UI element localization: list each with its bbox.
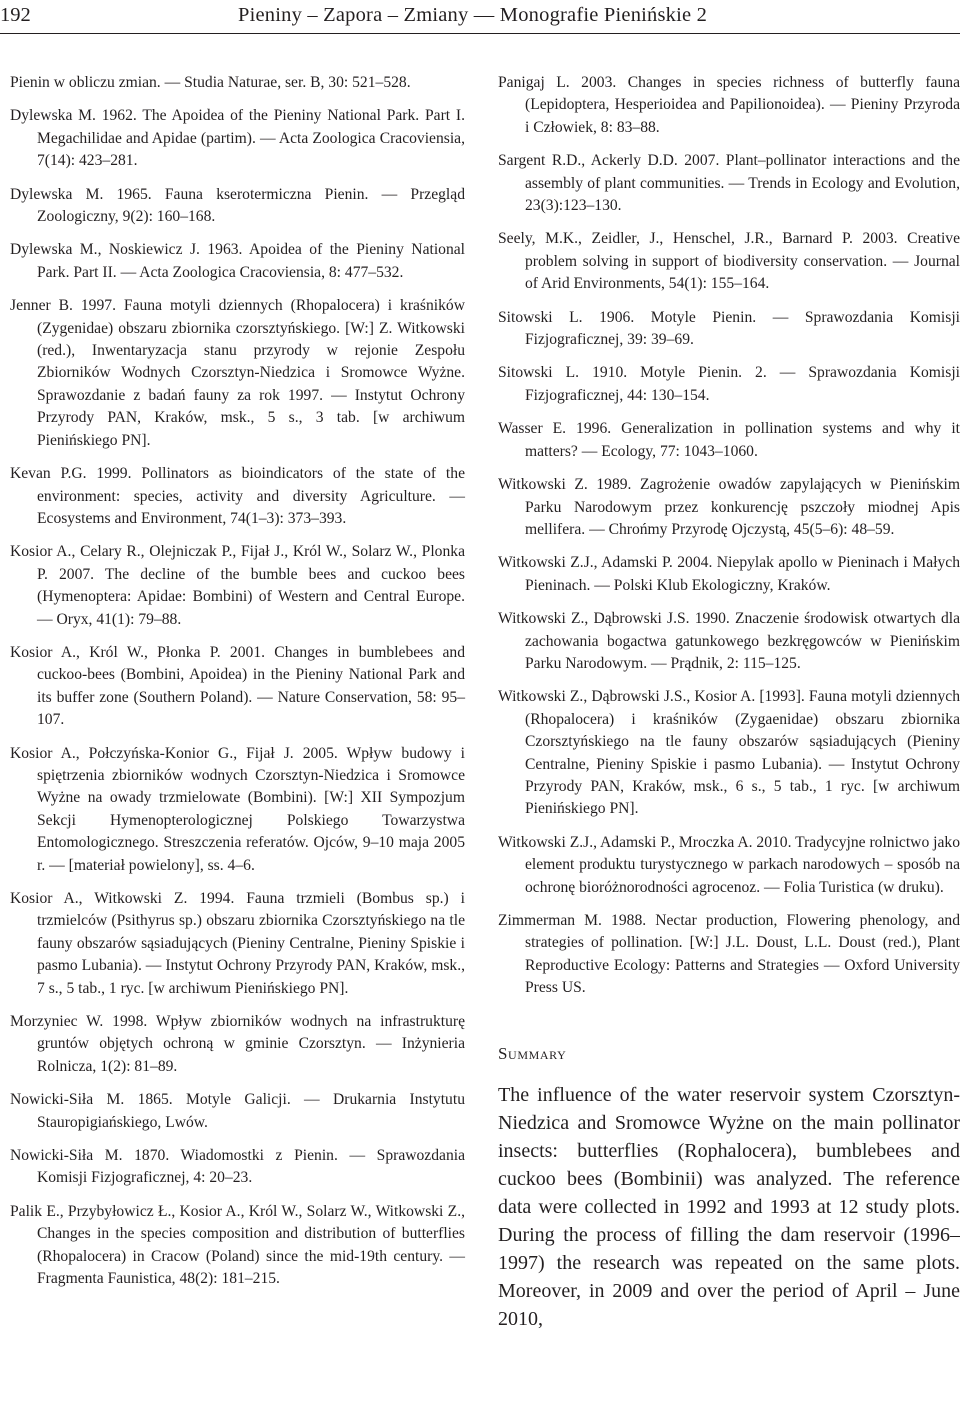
- reference-entry: Palik E., Przybyłowicz Ł., Kosior A., Król W., Solarz W., Witkowski Z., Changes in the species composition and distribution of butterflies (Rhopalocera) in Cracow (Poland) since the mid-19th century. — Fragmenta Faunistica, 48(2): 181–215.: [10, 1202, 465, 1288]
- summary-heading: Summary: [498, 1043, 567, 1063]
- reference-entry: Witkowski Z., Dąbrowski J.S., Kosior A. [1993]. Fauna motyli dziennych (Rhopalocera) i kraśników (Zygaenidae) obszaru zbiornika Czorsztyńskiego na tle fauny obszarów sąsiadujących (Pieniny Centralne, Pieniny Spiskie i pasmo Lubania). — Instytut Ochrony Przyrody PAN, Kraków, msk., 6 s., 5 tab., 1 ryc. [w archiwum Pienińskiego PN].: [498, 688, 960, 818]
- summary-paragraph: The influence of the water reservoir system Czorsztyn-Niedzica and Sromowce Wyżne on the main pollinator insects: butterflies (Rophalocera), bumblebees and cuckoo bees (Bombinii) was analyzed. The reference data were collected in 1992 and 1993 at 12 study plots. During the process of filling the dam reservoir (1996–1997) the research was repeated on the same plots. Moreover, in 2009 and over the period of April – June 2010,: [498, 1083, 960, 1330]
- reference-entry: Dylewska M. 1965. Fauna kserotermiczna Pienin. — Przegląd Zoologiczny, 9(2): 160–168.: [10, 185, 465, 226]
- header-rule: [0, 33, 960, 34]
- left-column: [10, 72, 465, 1302]
- reference-entry: Sargent R.D., Ackerly D.D. 2007. Plant–pollinator interactions and the assembly of plant communities. — Trends in Ecology and Evolution, 23(3):123–130.: [498, 152, 960, 215]
- reference-entry: Witkowski Z. 1989. Zagrożenie owadów zapylających w Pienińskim Parku Narodowym przez konkurencję pszczoły miodnej Apis mellifera. — Chrońmy Przyrodę Ojczystą, 45(5–6): 48–59.: [498, 476, 960, 538]
- reference-entry: Dylewska M., Noskiewicz J. 1963. Apoidea of the Pieniny National Park. Part II. — Acta Zoologica Cracoviensia, 8: 477–532.: [10, 241, 465, 281]
- reference-entry: Jenner B. 1997. Fauna motyli dziennych (Rhopalocera) i kraśników (Zygenidae) obszaru zbiornika czorsztyńskiego. [W:] Z. Witkowski (red.), Inwentaryzacja stanu przyrody w rejonie Zespołu Zbiorników Wodnych Czorsztyn-Niedzica i Sromowce Wyżne. Sprawozdanie z badań fauny za rok 1997. — Instytut Ochrony Przyrody PAN, Kraków, msk., 5 s., 3 tab. [w archiwum Pienińskiego PN].: [10, 297, 465, 449]
- reference-entry: Panigaj L. 2003. Changes in species richness of butterfly fauna (Lepidoptera, Hesperioidea and Papilionoidea). — Pieniny Przyroda i Człowiek, 8: 83–88.: [498, 74, 960, 136]
- reference-entry: Dylewska M. 1962. The Apoidea of the Pieniny National Park. Part I. Megachilidae and Apidae (partim). — Acta Zoologica Cracoviensia, 7(14): 423–281.: [10, 107, 465, 170]
- reference-entry: Nowicki-Siła M. 1870. Wiadomostki z Pienin. — Sprawozdania Komisji Fizjograficznej, 4: 20–23.: [10, 1147, 465, 1187]
- reference-entry: Kosior A., Witkowski Z. 1994. Fauna trzmieli (Bombus sp.) i trzmielców (Psithyrus sp.) obszaru zbiornika Czorsztyńskiego na tle fauny obszarów sąsiadujących (Pieniny Centralne, Pieniny Spiskie i pasmo Lubania). — Instytut Ochrony Przyrody PAN, Kraków, msk., 7 s., 5 tab., 1 ryc. [w archiwum Pienińskiego PN].: [10, 890, 465, 997]
- reference-entry: Kevan P.G. 1999. Pollinators as bioindicators of the state of the environment: species, activity and diversity Agriculture. — Ecosystems and Environment, 74(1–3): 373–393.: [10, 465, 465, 527]
- reference-entry: Witkowski Z.J., Adamski P. 2004. Niepylak apollo w Pieninach i Małych Pieninach. — Polski Klub Ekologiczny, Kraków.: [498, 554, 960, 594]
- reference-entry: Zimmerman M. 1988. Nectar production, Flowering phenology, and strategies of pollination. [W:] J.L. Doust, L.L. Doust (red.), Plant Reproductive Ecology: Patterns and Strategies — Oxford University Press US.: [498, 912, 960, 997]
- reference-entry: Kosior A., Połczyńska-Konior G., Fijał J. 2005. Wpływ budowy i spiętrzenia zbiorników wodnych Czorsztyn-Niedzica i Sromowce Wyżne na owady trzmielowate (Bombini). [W:] XII Sympozjum Sekcji Hymenopterologicznej Polskiego Towarzystwa Entomologicznego. Streszczenia referatów. Ojców, 9–10 maja 2005 r. — [materiał powielony], ss. 4–6.: [10, 744, 465, 874]
- reference-entry: Kosior A., Król W., Płonka P. 2001. Changes in bumblebees and cuckoo-bees (Bombini, Apoidea) in the Pieniny National Park and its buffer zone (Southern Poland). — Nature Conservation, 58: 95–107.: [10, 643, 465, 729]
- reference-entry: Sitowski L. 1910. Motyle Pienin. 2. — Sprawozdania Komisji Fizjograficznej, 44: 130–154.: [498, 364, 960, 404]
- reference-entry: Nowicki-Siła M. 1865. Motyle Galicji. — Drukarnia Instytutu Stauropigiańskiego, Lwów.: [10, 1091, 465, 1131]
- reference-entry: Morzyniec W. 1998. Wpływ zbiorników wodnych na infrastrukturę gruntów objętych ochroną w gminie Czorsztyn. — Inżynieria Rolnicza, 1(2): 81–89.: [10, 1013, 465, 1075]
- reference-entry: Sitowski L. 1906. Motyle Pienin. — Sprawozdania Komisji Fizjograficznej, 39: 39–69.: [498, 308, 960, 349]
- page-number: 192: [0, 4, 31, 26]
- reference-entry: Seely, M.K., Zeidler, J., Henschel, J.R., Barnard P. 2003. Creative problem solving in support of biodiversity conservation. — Journal of Arid Environments, 54(1): 155–164.: [498, 230, 960, 293]
- right-column: [498, 72, 960, 1333]
- reference-entry: Pienin w obliczu zmian. — Studia Naturae, ser. B, 30: 521–528.: [10, 74, 411, 91]
- reference-entry: Witkowski Z.J., Adamski P., Mroczka A. 2010. Tradycyjne rolnictwo jako element produktu turystycznego w parkach narodowych – sposób na ochronę bioróżnorodności agrocenoz. — Folia Turistica (w druku).: [498, 833, 960, 896]
- reference-entry: Kosior A., Celary R., Olejniczak P., Fijał J., Król W., Solarz W., Plonka P. 2007. The decline of the bumble bees and cuckoo bees (Hymenoptera: Apidae: Bombini) of Western and Central Europe. — Oryx, 41(1): 79–88.: [10, 543, 465, 628]
- reference-entry: Wasser E. 1996. Generalization in pollination systems and why it matters? — Ecology, 77: 1043–1060.: [498, 420, 960, 460]
- running-title: Pieniny – Zapora – Zmiany — Monografie Pienińskie 2: [238, 4, 708, 26]
- running-header: [0, 0, 960, 30]
- reference-entry: Witkowski Z., Dąbrowski J.S. 1990. Znaczenie środowisk otwartych dla zachowania bogactwa gatunkowego bezkręgowców w Pienińskim Parku Narodowym. — Prądnik, 2: 115–125.: [498, 610, 960, 672]
